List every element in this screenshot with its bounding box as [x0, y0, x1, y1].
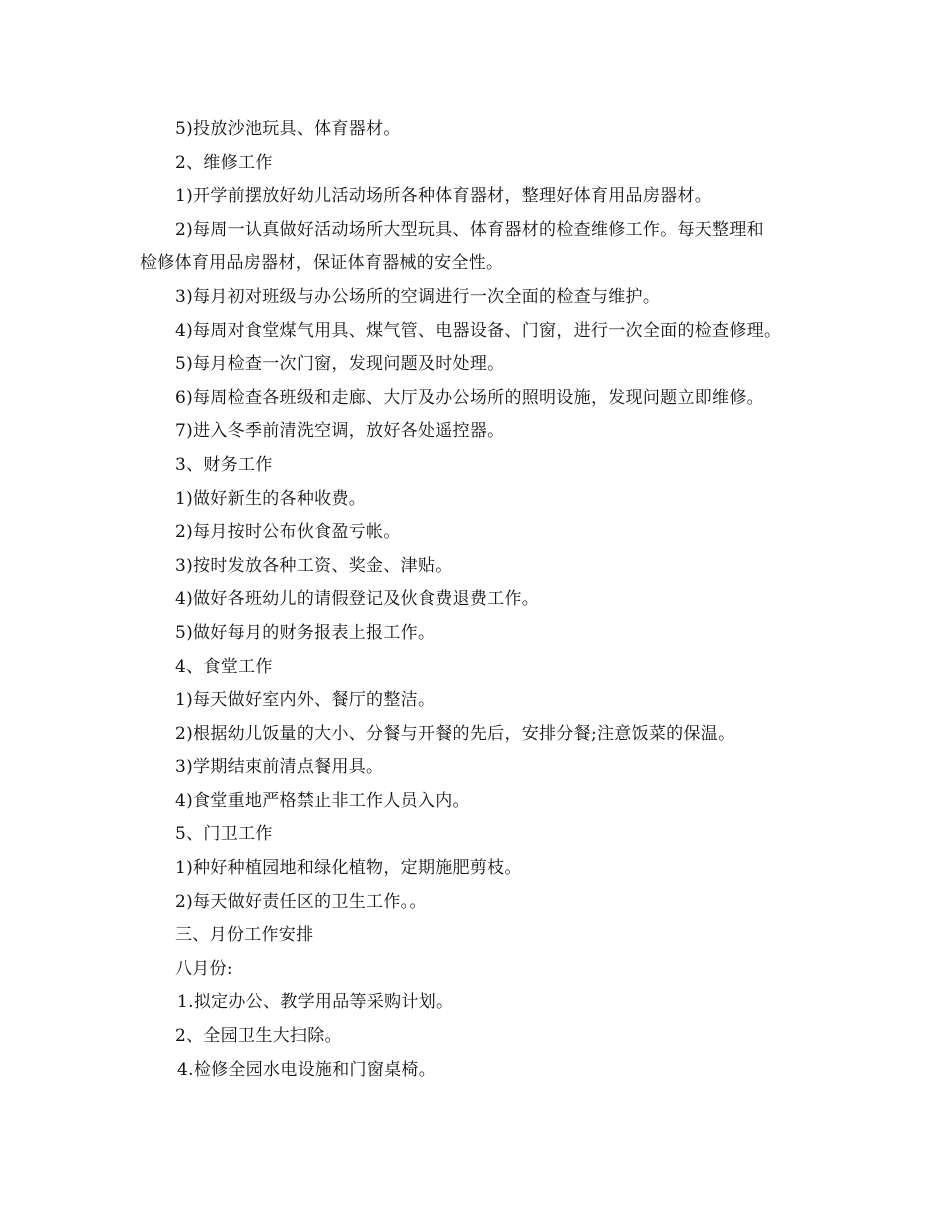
text-line: 5)投放沙池玩具、体育器材。 [175, 119, 401, 139]
text-line: 2)每周一认真做好活动场所大型玩具、体育器材的检查维修工作。每天整理和 [175, 219, 764, 240]
text-line: 1)种好种植园地和绿化植物，定期施肥剪枝。 [175, 858, 522, 879]
text-line: 4)每周对食堂煤气用具、煤气管、电器设备、门窗，进行一次全面的检查修理。 [175, 320, 782, 341]
text-line: 2)每月按时公布伙食盈亏帐。 [175, 522, 401, 543]
text-line: 2、全园卫生大扫除。 [175, 1026, 342, 1047]
text-line: 1)每天做好室内外、餐厅的整洁。 [175, 690, 436, 711]
text-line: 1)做好新生的各种收费。 [175, 488, 367, 509]
text-line: 2)每天做好责任区的卫生工作。。 [175, 891, 427, 912]
text-line: 3)学期结束前清点餐用具。 [175, 757, 384, 778]
text-line: 4.检修全园水电设施和门窗桌椅。 [177, 1059, 437, 1080]
text-line: 7)进入冬季前清洗空调，放好各处遥控器。 [175, 421, 505, 442]
text-line: 3)每月初对班级与办公场所的空调进行一次全面的检查与维护。 [175, 286, 661, 307]
text-line: 5)做好每月的财务报表上报工作。 [175, 622, 436, 643]
section-heading: 2、维修工作 [175, 152, 273, 173]
section-heading: 4、食堂工作 [175, 656, 273, 677]
section-heading: 5、门卫工作 [175, 824, 273, 845]
text-line: 1.拟定办公、教学用品等采购计划。 [177, 992, 454, 1013]
text-line: 3)按时发放各种工资、奖金、津贴。 [175, 555, 453, 576]
section-heading: 3、财务工作 [175, 454, 273, 475]
text-line-continuation: 检修体育用品房器材，保证体育器械的安全性。 [140, 253, 504, 274]
text-line: 1)开学前摆放好幼儿活动场所各种体育器材，整理好体育用品房器材。 [175, 186, 713, 207]
text-line: 4)食堂重地严格禁止非工作人员入内。 [175, 790, 470, 811]
text-line: 5)每月检查一次门窗，发现问题及时处理。 [175, 354, 505, 375]
section-heading: 三、月份工作安排 [175, 925, 314, 946]
text-line: 2)根据幼儿饭量的大小、分餐与开餐的先后，安排分餐;注意饭菜的保温。 [175, 723, 736, 744]
text-line: 6)每周检查各班级和走廊、大厅及办公场所的照明设施，发现问题立即维修。 [175, 387, 764, 408]
text-line: 4)做好各班幼儿的请假登记及伙食费退费工作。 [175, 589, 540, 610]
document-body [140, 113, 830, 1087]
month-heading: 八月份: [175, 958, 233, 979]
